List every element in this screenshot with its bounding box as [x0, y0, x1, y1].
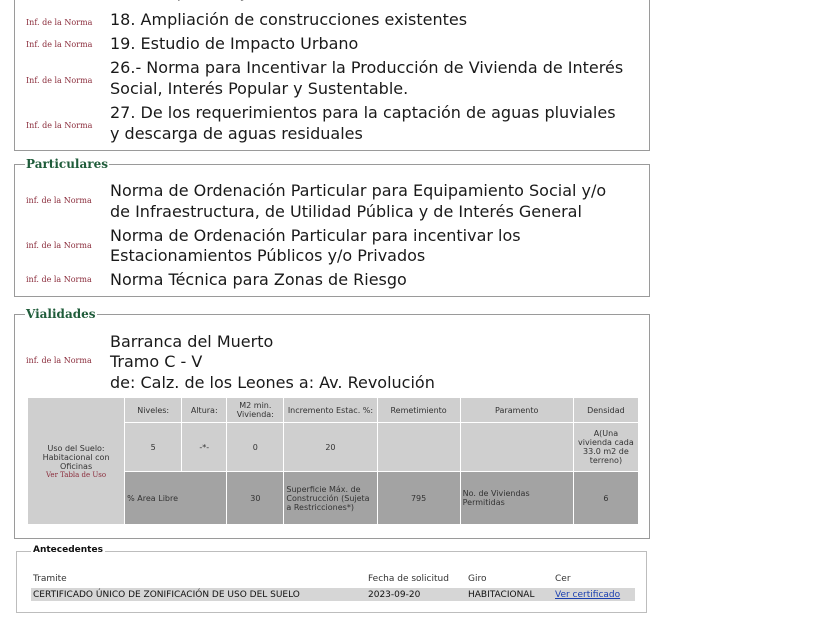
norma-item-26-line1: 26.- Norma para Incentivar la Producción de Vivienda de Interés — [110, 58, 624, 77]
altura-value: -*- — [182, 423, 226, 471]
norma-particular-1-line1: Norma de Ordenación Particular para Equipamiento Social y/o — [110, 181, 607, 200]
norma-particular-2-line1: Norma de Ordenación Particular para incentivar los — [110, 226, 521, 245]
viviendas-label: No. de Viviendas Permitidas — [461, 472, 573, 524]
remetimiento-value — [378, 423, 460, 471]
norma-particular-3: Norma Técnica para Zonas de Riesgo — [110, 270, 407, 289]
header-niveles: Niveles: — [125, 398, 181, 422]
inf-norma-link[interactable]: inf. de la Norma — [26, 196, 92, 205]
particulares-legend: Particulares — [26, 157, 108, 171]
header-incremento: Incremento Estac. %: — [284, 398, 376, 422]
header-m2-min: M2 min. Vivienda: — [227, 398, 283, 422]
street-range: de: Calz. de los Leones a: Av. Revolución — [110, 373, 435, 392]
header-tramite: Tramite — [33, 574, 67, 584]
inf-norma-link[interactable]: Inf. de la Norma — [26, 18, 93, 27]
inf-norma-link[interactable]: inf. de la Norma — [26, 241, 92, 250]
particulares-section — [14, 157, 650, 297]
m2-min-value: 0 — [227, 423, 283, 471]
fecha-value: 2023-09-20 — [368, 590, 421, 600]
uso-suelo-label: Uso del Suelo: Habitacional con Oficinas — [42, 443, 110, 471]
inf-norma-link[interactable]: Inf. de la Norma — [26, 40, 93, 49]
vialidades-section — [14, 307, 650, 539]
header-cer: Cer — [555, 574, 571, 584]
norma-particular-1-line2: de Infraestructura, de Utilidad Pública y de Interés General — [110, 202, 582, 221]
inf-norma-link[interactable]: inf. de la Norma — [26, 356, 92, 365]
tramite-value: CERTIFICADO ÚNICO DE ZONIFICACIÓN DE USO DEL SUELO — [33, 590, 300, 600]
uso-suelo-cell — [28, 398, 124, 524]
inf-norma-link[interactable]: Inf. de la Norma — [26, 121, 93, 130]
superficie-label: Superficie Máx. de Construcción (Sujeta a Restricciones*) — [284, 472, 376, 524]
norma-item-26-line2: Social, Interés Popular y Sustentable. — [110, 79, 409, 98]
header-densidad: Densidad — [574, 398, 638, 422]
inf-norma-link[interactable]: Inf. de la Norma — [26, 76, 93, 85]
giro-value: HABITACIONAL — [468, 590, 535, 600]
norma-particular-2-line2: Estacionamientos Públicos y/o Privados — [110, 246, 426, 265]
norma-item-27-line2: y descarga de aguas residuales — [110, 124, 363, 143]
header-paramento: Paramento — [461, 398, 573, 422]
norma-item-18: 18. Ampliación de construcciones existentes — [110, 10, 468, 29]
ver-certificado-link[interactable]: Ver certificado — [555, 590, 621, 600]
incremento-value: 20 — [284, 423, 376, 471]
area-libre-value: 30 — [227, 472, 283, 524]
header-fecha: Fecha de solicitud — [368, 574, 449, 584]
paramento-value — [461, 423, 573, 471]
header-remetimiento: Remetimiento — [378, 398, 460, 422]
niveles-value: 5 — [125, 423, 181, 471]
viviendas-value: 6 — [574, 472, 638, 524]
densidad-value: A(Una vivienda cada 33.0 m2 de terreno) — [574, 423, 638, 471]
zoning-table — [27, 397, 639, 525]
street-name: Barranca del Muerto — [110, 332, 274, 351]
inf-norma-link[interactable]: inf. de la Norma — [26, 275, 92, 284]
antecedentes-legend: Antecedentes — [33, 545, 103, 555]
generales-section — [14, 0, 650, 151]
norma-item-17 — [110, 0, 506, 2]
superficie-value: 795 — [378, 472, 460, 524]
norma-item-19: 19. Estudio de Impacto Urbano — [110, 34, 359, 53]
ver-tabla-uso-link[interactable]: Ver Tabla de Uso — [46, 470, 107, 479]
norma-item-27-line1: 27. De los requerimientos para la captación de aguas pluviales — [110, 103, 616, 122]
header-altura: Altura: — [182, 398, 226, 422]
header-giro: Giro — [468, 574, 487, 584]
area-libre-label: % Area Libre — [125, 472, 226, 524]
vialidades-legend: Vialidades — [26, 307, 96, 321]
tramo: Tramo C - V — [110, 352, 203, 371]
antecedentes-section — [16, 545, 647, 613]
